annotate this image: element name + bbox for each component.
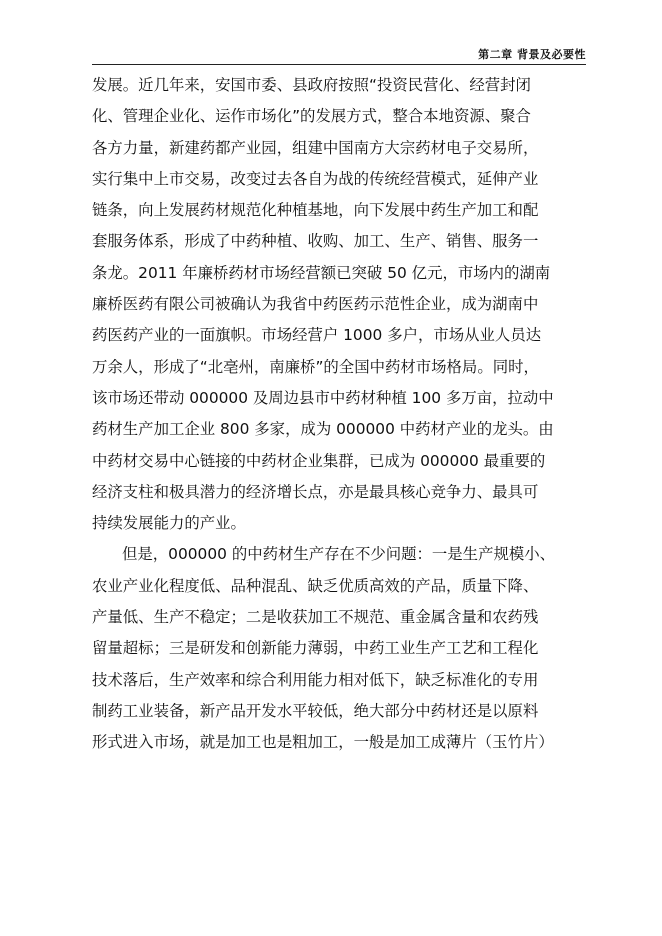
paragraph: [92, 539, 592, 758]
text-line: 万余人，形成了“北亳州，南廉桥”的全国中药材市场格局。同时，: [92, 357, 539, 376]
chapter-title: 第二章 背景及必要性: [478, 48, 586, 61]
header-divider: [92, 64, 586, 65]
text-line: 条龙。2011 年廉桥药材市场经营额已突破 50 亿元，市场内的湖南: [92, 263, 551, 282]
text-line: 套服务体系，形成了中药种植、收购、加工、生产、销售、服务一: [92, 232, 539, 251]
text-line: 留量超标；三是研发和创新能力薄弱，中药工业生产工艺和工程化: [92, 639, 539, 658]
text-line: 农业产业化程度低、品种混乱、缺乏优质高效的产品，质量下降、: [92, 576, 539, 595]
text-line: 发展。近几年来，安国市委、县政府按照“投资民营化、经营封闭: [92, 76, 531, 94]
text-line: 但是，000000 的中药材生产存在不少问题：一是生产规模小、: [122, 545, 556, 564]
text-line: 产量低、生产不稳定；二是收获加工不规范、重金属含量和农药残: [92, 608, 539, 627]
text-line: 各方力量，新建药都产业园，组建中国南方大宗药材电子交易所，: [92, 138, 539, 157]
text-line: 形式进入市场，就是加工也是粗加工，一般是加工成薄片（玉竹片）: [92, 733, 554, 752]
text-line: 实行集中上市交易，改变过去各自为战的传统经营模式，延伸产业: [92, 169, 539, 188]
text-line: 化、管理企业化、运作市场化”的发展方式，整合本地资源、聚合: [92, 107, 531, 126]
text-line: 药材生产加工企业 800 多家，成为 000000 中药材产业的龙头。由: [92, 420, 554, 439]
document-body: [92, 70, 592, 759]
text-line: 技术落后，生产效率和综合利用能力相对低下，缺乏标准化的专用: [92, 670, 539, 689]
text-line: 药医药产业的一面旗帜。市场经营户 1000 多户，市场从业人员达: [92, 326, 542, 345]
text-line: 经济支柱和极具潜力的经济增长点，亦是最具核心竞争力、最具可: [92, 482, 539, 501]
text-line: 链条，向上发展药材规范化种植基地，向下发展中药生产加工和配: [92, 201, 539, 220]
text-line: 中药材交易中心链接的中药材企业集群，已成为 000000 最重要的: [92, 451, 546, 470]
page-header: [92, 46, 586, 64]
text-line: 廉桥医药有限公司被确认为我省中药医药示范性企业，成为湖南中: [92, 295, 539, 314]
paragraph: [92, 70, 592, 539]
text-line: 该市场还带动 000000 及周边县市中药材种植 100 多万亩，拉动中: [92, 388, 554, 407]
text-line: 持续发展能力的产业。: [92, 514, 246, 533]
text-line: 制药工业装备，新产品开发水平较低，绝大部分中药材还是以原料: [92, 701, 539, 720]
